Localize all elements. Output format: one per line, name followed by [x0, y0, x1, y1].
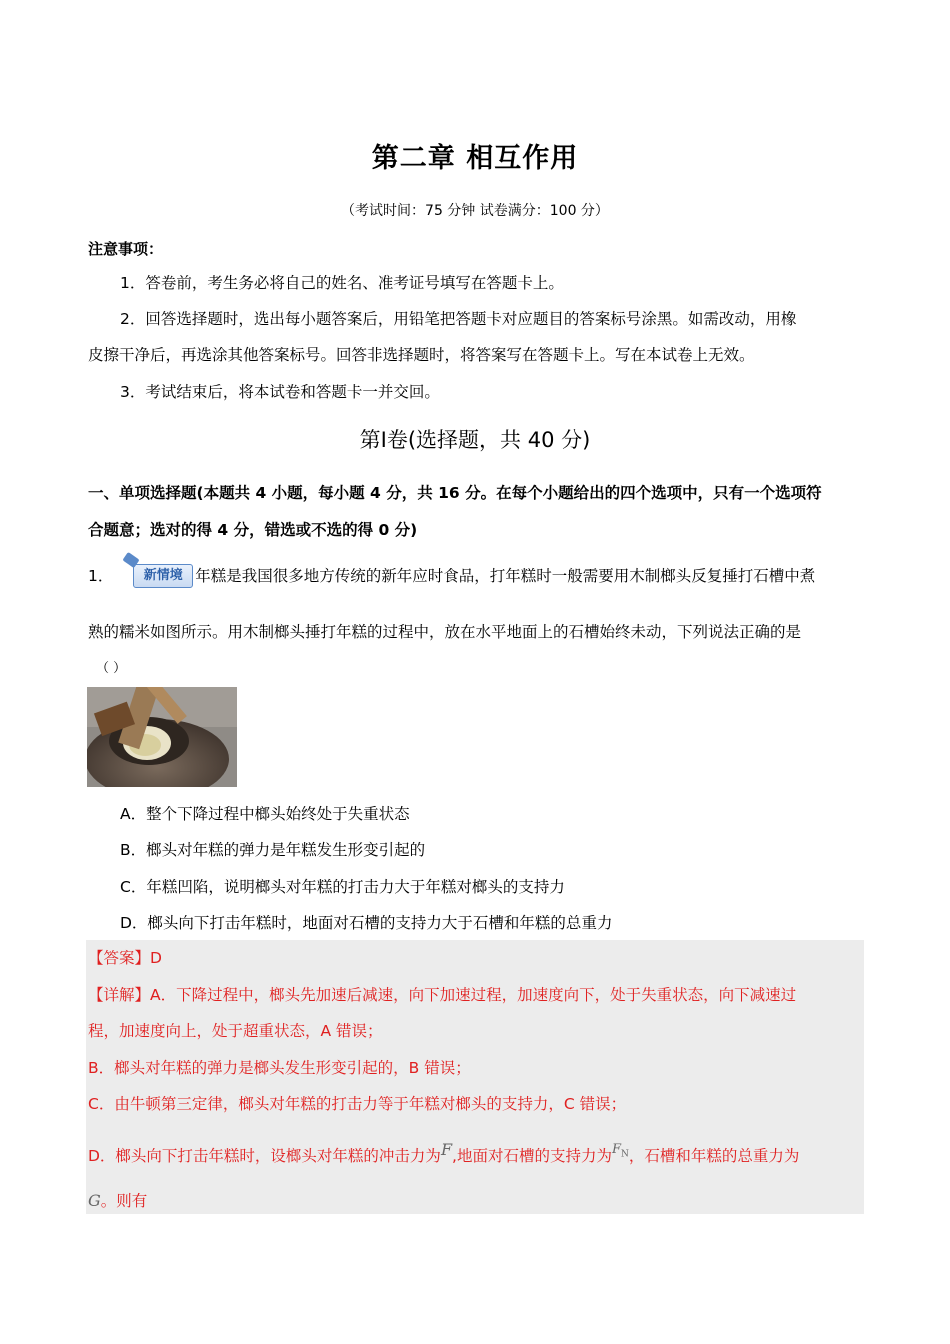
section-title: 第Ⅰ卷(选择题，共 40 分)	[359, 428, 591, 452]
explanation-line: 程，加速度向上，处于超重状态，A 错误；	[88, 1022, 383, 1040]
question-first-line	[88, 564, 815, 590]
explanation-line: 【详解】A．下降过程中，榔头先加速后减速，向下加速过程，加速度向下，处于失重状态，向下减速过	[88, 986, 797, 1004]
option-c: C．年糕凹陷，说明榔头对年糕的打击力大于年糕对榔头的支持力	[120, 878, 565, 896]
exam-info: （考试时间：75 分钟 试卷满分：100 分）	[341, 203, 609, 219]
explanation-label: 【详解】	[88, 986, 151, 1004]
new-context-badge: 新情境	[133, 564, 193, 588]
question-text: 年糕是我国很多地方传统的新年应时食品，打年糕时一般需要用木制榔头反复捶打石槽中煮	[195, 567, 816, 585]
option-d: D．榔头向下打击年糕时，地面对石槽的支持力大于石槽和年糕的总重力	[120, 914, 613, 932]
part-heading: 合题意；选对的得 4 分，错选或不选的得 0 分)	[88, 521, 418, 539]
force-f: F	[440, 1140, 453, 1159]
part-heading: 一、单项选择题(本题共 4 小题，每小题 4 分，共 16 分。在每个小题给出的四个选项中，只有一个选项符	[88, 484, 822, 502]
notice-item: 3．考试结束后，将本试卷和答题卡一并交回。	[120, 383, 440, 401]
explanation-line: G。则有	[88, 1191, 148, 1210]
answer-label: 【答案】D	[88, 949, 162, 967]
rice-cake-photo	[87, 687, 237, 787]
explanation-line: B．榔头对年糕的弹力是榔头发生形变引起的，B 错误；	[88, 1059, 471, 1077]
explanation-line: D．榔头向下打击年糕时，设榔头对年糕的冲击力为F,地面对石槽的支持力为$^{F_N}$，石槽和年糕的总重力为	[88, 1140, 800, 1165]
notice-item: 2．回答选择题时，选出每小题答案后，用铅笔把答题卡对应题目的答案标号涂黑。如需改动，用橡	[120, 310, 797, 328]
explanation-line: C．由牛顿第三定律，榔头对年糕的打击力等于年糕对榔头的支持力，C 错误；	[88, 1095, 627, 1113]
page-title: 第二章 相互作用	[371, 143, 579, 174]
gravity-g: G	[88, 1191, 101, 1210]
question-text: 熟的糯米如图所示。用木制榔头捶打年糕的过程中，放在水平地面上的石槽始终未动，下列说法正确的是	[88, 623, 802, 641]
option-b: B．榔头对年糕的弹力是年糕发生形变引起的	[120, 841, 426, 859]
notice-item: 皮擦干净后，再选涂其他答案标号。回答非选择题时，将答案写在答题卡上。写在本试卷上无效。	[88, 346, 755, 364]
option-a: A．整个下降过程中榔头始终处于失重状态	[120, 805, 410, 823]
force-fn: FN	[611, 1142, 629, 1160]
notice-heading: 注意事项：	[88, 240, 164, 258]
answer-bracket: （ ）	[96, 661, 127, 676]
tag-icon	[123, 552, 140, 568]
question-number: 1．	[88, 567, 114, 585]
notice-item: 1．答卷前，考生务必将自己的姓名、准考证号填写在答题卡上。	[120, 274, 564, 292]
